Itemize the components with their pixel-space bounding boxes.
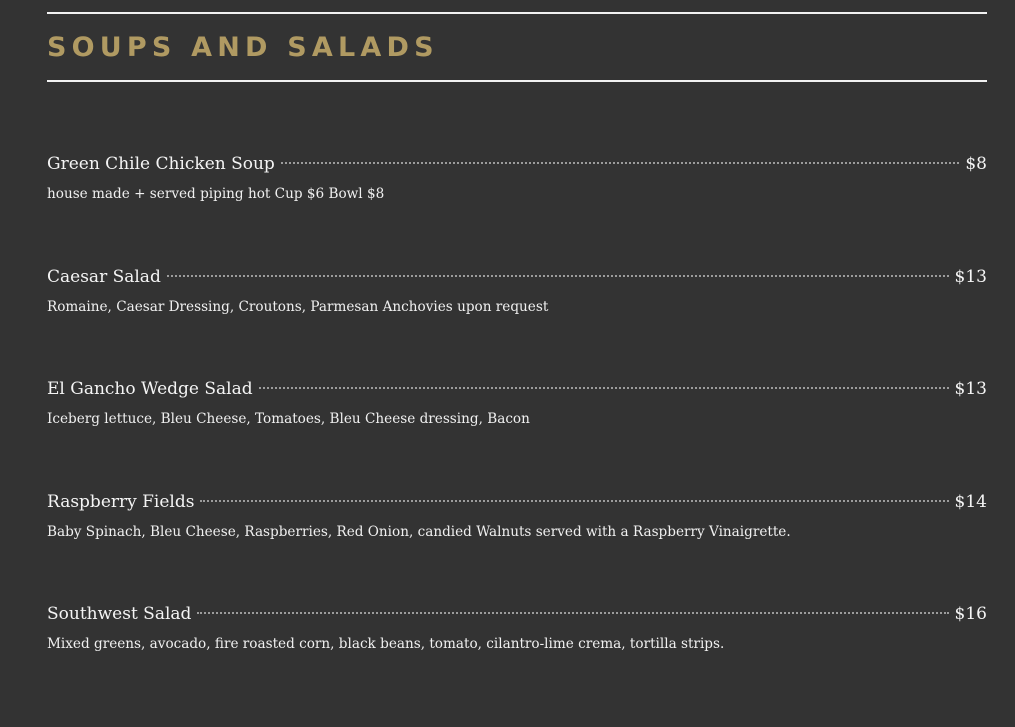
menu-item-description: Romaine, Caesar Dressing, Croutons, Parmesan Anchovies upon request <box>47 298 549 315</box>
menu-item-name: Caesar Salad <box>47 266 161 287</box>
price-leader-dots <box>259 387 949 389</box>
menu-item-price: $16 <box>954 604 987 624</box>
menu-item <box>47 149 987 262</box>
menu-section-soups-salads <box>47 0 987 652</box>
price-leader-dots <box>197 612 948 614</box>
menu-item-description: Baby Spinach, Bleu Cheese, Raspberries, Red Onion, candied Walnuts served with a Raspberry Vinaigrette. <box>47 523 791 540</box>
menu-item-name: Southwest Salad <box>47 604 192 624</box>
menu-item-price: $13 <box>954 379 987 399</box>
menu-item-price: $13 <box>954 266 987 287</box>
menu-item-header <box>47 374 987 404</box>
price-leader-dots <box>200 500 948 502</box>
menu-item-description: house made + served piping hot Cup $6 Bowl $8 <box>47 186 385 202</box>
price-leader-dots <box>281 162 960 164</box>
menu-item-name: Green Chile Chicken Soup <box>47 154 275 174</box>
menu-item <box>47 262 987 375</box>
menu-item-header <box>47 262 987 292</box>
section-title: SOUPS AND SALADS <box>47 32 439 63</box>
menu-item-name: El Gancho Wedge Salad <box>47 379 253 399</box>
menu-item <box>47 487 987 600</box>
section-bottom-divider <box>47 80 987 82</box>
menu-item-description: Mixed greens, avocado, fire roasted corn, black beans, tomato, cilantro-lime crema, tortilla strips. <box>47 636 725 652</box>
menu-item-header <box>47 487 987 517</box>
menu-item-header <box>47 149 987 179</box>
menu-item-price: $8 <box>965 154 987 174</box>
menu-item-description: Iceberg lettuce, Bleu Cheese, Tomatoes, Bleu Cheese dressing, Bacon <box>47 411 530 427</box>
menu-item-list <box>47 149 987 712</box>
price-leader-dots <box>167 275 949 277</box>
menu-item <box>47 599 987 712</box>
menu-item <box>47 374 987 487</box>
menu-item-price: $14 <box>954 491 987 512</box>
menu-item-name: Raspberry Fields <box>47 491 195 512</box>
menu-item-header <box>47 599 987 629</box>
